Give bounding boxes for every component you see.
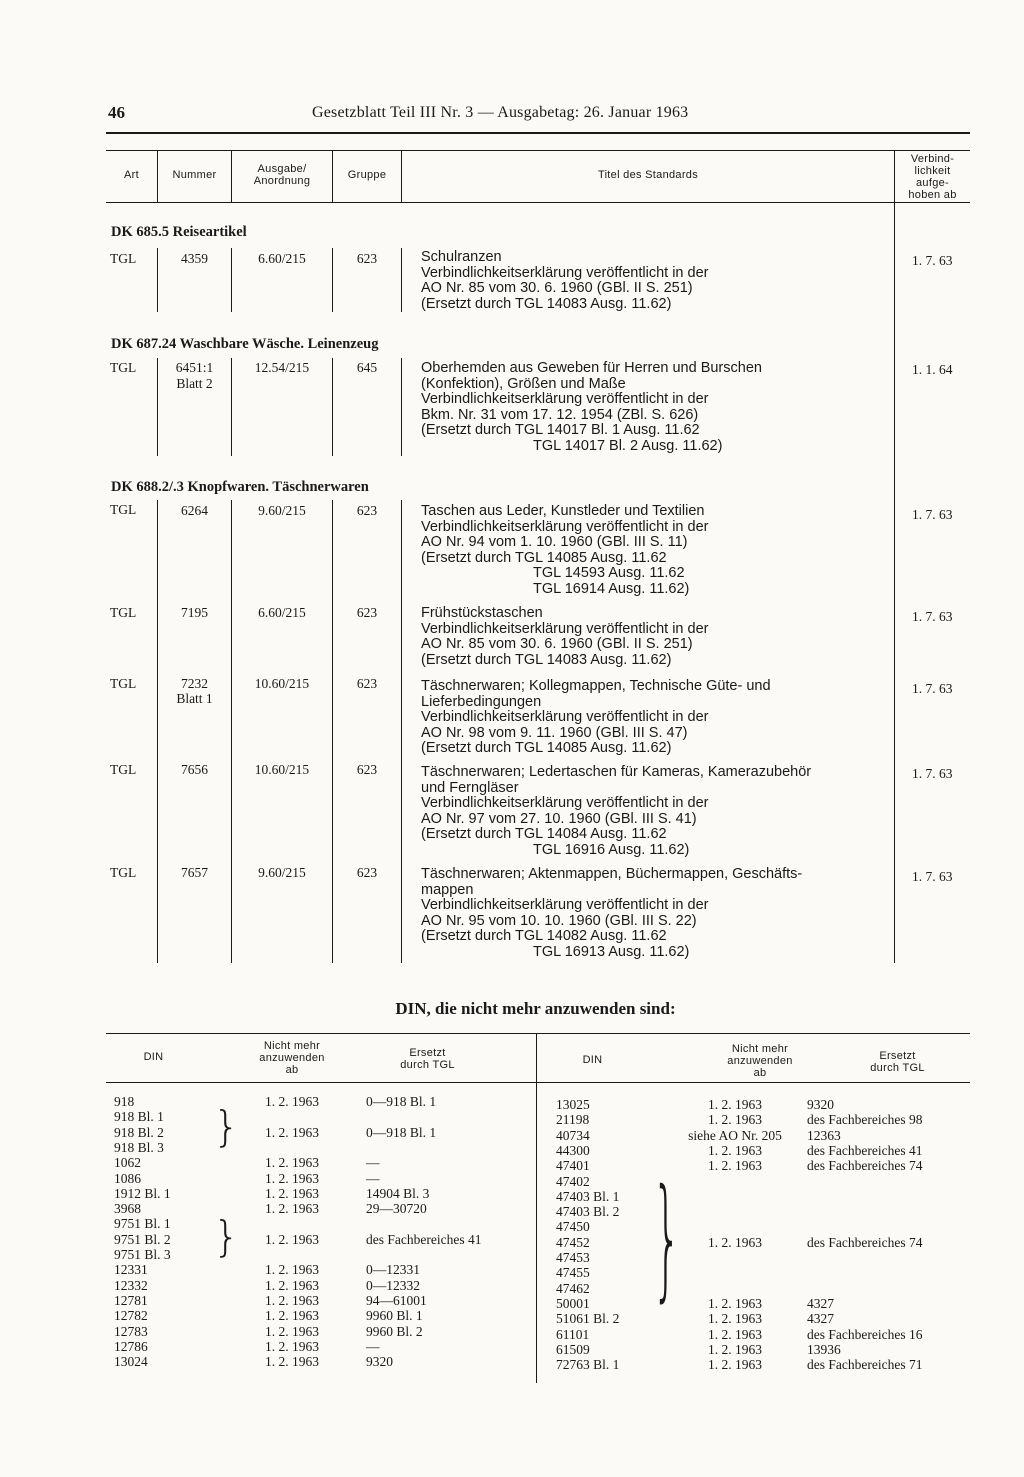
row-divider <box>401 358 402 456</box>
entry-titel-line: (Konfektion), Größen und Maße <box>421 375 626 392</box>
entry-titel-line: Täschnerwaren; Kollegmappen, Technische Güte- und <box>421 678 771 694</box>
din-replacement: 9960 Bl. 1 <box>366 1308 423 1324</box>
din-number: 9751 Bl. 2 <box>114 1231 171 1247</box>
din-ab-date: 1. 2. 1963 <box>708 1158 762 1174</box>
din-ab-date: 1. 2. 1963 <box>708 1341 762 1357</box>
din-replacement: 13936 <box>807 1341 841 1357</box>
entry-art: TGL <box>110 360 137 375</box>
running-title: Gesetzblatt Teil III Nr. 3 — Ausgabetag: 26. Januar 1963 <box>312 104 689 121</box>
entry-ausgabe: 6.60/215 <box>258 251 306 266</box>
din-number: 918 Bl. 1 <box>114 1109 164 1125</box>
din-number: 13025 <box>556 1097 590 1112</box>
entry-ausgabe: 6.60/215 <box>258 605 306 620</box>
row-divider <box>332 500 333 963</box>
din-number: 40734 <box>556 1127 590 1143</box>
din-table-head-rule <box>106 1082 970 1083</box>
din-number: 47462 <box>556 1280 590 1296</box>
section-heading: DK 687.24 Waschbare Wäsche. Leinenzeug <box>111 336 379 352</box>
entry-titel-line: (Ersetzt durch TGL 14085 Ausg. 11.62 <box>421 549 667 566</box>
din-ab-date: 1. 2. 1963 <box>265 1155 319 1171</box>
entry-gruppe: 623 <box>356 676 378 691</box>
col-header-gruppe: Gruppe <box>347 169 387 181</box>
row-divider <box>231 500 232 963</box>
din-number: 21198 <box>556 1112 590 1128</box>
din-replacement: 9320 <box>807 1097 834 1112</box>
entry-nummer: 7656 <box>181 762 208 777</box>
din-center-divider <box>536 1033 537 1383</box>
din-number: 47403 Bl. 1 <box>556 1188 620 1204</box>
din-replacement: 0—12331 <box>366 1262 420 1278</box>
entry-titel-line: Schulranzen <box>421 249 502 265</box>
din-col-header-nicht <box>710 1043 810 1079</box>
entry-titel-line: mappen <box>421 881 474 898</box>
entry-titel-line: TGL 16914 Ausg. 11.62) <box>533 580 690 597</box>
din-ab-date: 1. 2. 1963 <box>265 1262 319 1278</box>
entry-titel <box>421 867 802 960</box>
grouping-brace: } <box>652 1161 682 1315</box>
din-number: 1086 <box>114 1170 141 1186</box>
din-replacement: des Fachbereiches 98 <box>807 1112 923 1128</box>
entry-titel <box>421 250 708 312</box>
din-number: 918 <box>114 1094 135 1109</box>
din-number: 61101 <box>556 1326 590 1342</box>
din-col-header-nicht-line: ab <box>753 1067 767 1079</box>
page-number: 46 <box>108 103 125 122</box>
entry-datum: 1. 7. 63 <box>912 253 953 268</box>
din-number: 9751 Bl. 3 <box>114 1247 171 1262</box>
entry-titel-line: (Ersetzt durch TGL 14083 Ausg. 11.62) <box>421 295 672 312</box>
grouping-brace: } <box>213 1212 240 1261</box>
entry-titel-line: TGL 14017 Bl. 2 Ausg. 11.62) <box>533 437 723 454</box>
entry-titel-line: AO Nr. 98 vom 9. 11. 1960 (GBl. III S. 47) <box>421 724 688 741</box>
din-ab-date: 1. 2. 1963 <box>265 1292 319 1308</box>
entry-titel-line: (Ersetzt durch TGL 14084 Ausg. 11.62 <box>421 826 667 842</box>
entry-titel-line: Frühstückstaschen <box>421 605 543 621</box>
entry-gruppe: 623 <box>356 605 378 620</box>
entry-datum: 1. 7. 63 <box>912 766 953 781</box>
din-replacement: — <box>366 1155 380 1171</box>
din-number: 12331 <box>114 1262 148 1278</box>
din-replacement: 0—918 Bl. 1 <box>366 1124 437 1140</box>
entry-art: TGL <box>110 605 137 620</box>
col-header-titel: Titel des Standards <box>597 169 699 181</box>
entry-datum: 1. 7. 63 <box>912 609 953 624</box>
din-ab-date: 1. 2. 1963 <box>708 1142 762 1158</box>
row-divider <box>401 248 402 312</box>
din-replacement: des Fachbereiches 41 <box>366 1231 482 1247</box>
din-col-header-ersetzt-line: durch TGL <box>400 1059 455 1071</box>
col-header-art: Art <box>124 169 139 181</box>
entry-titel-line: Verbindlichkeitserklärung veröffentlicht in der <box>421 264 709 281</box>
entry-nummer-line: 7232 <box>181 676 208 691</box>
entry-titel-line: Verbindlichkeitserklärung veröffentlicht in der <box>421 795 709 811</box>
entry-titel <box>421 679 771 757</box>
entry-titel <box>421 765 811 858</box>
entry-ausgabe: 10.60/215 <box>254 762 310 777</box>
col-header-ausgabe-line: Anordnung <box>253 175 311 187</box>
entry-datum: 1. 7. 63 <box>912 681 953 696</box>
din-number: 12786 <box>114 1338 148 1354</box>
entry-titel-line: Verbindlichkeitserklärung veröffentlicht in der <box>421 897 709 913</box>
entry-gruppe: 623 <box>356 865 378 880</box>
din-number: 12783 <box>114 1323 148 1339</box>
entry-titel <box>421 504 708 597</box>
entry-titel-line: TGL 16916 Ausg. 11.62) <box>533 841 690 858</box>
din-ab-date: 1. 2. 1963 <box>265 1323 319 1339</box>
row-divider <box>157 500 158 963</box>
din-replacement: 94—61001 <box>366 1292 427 1308</box>
entry-titel-line: TGL 16913 Ausg. 11.62) <box>533 943 690 960</box>
din-replacement: — <box>366 1170 380 1186</box>
din-ab-date: 1. 2. 1963 <box>708 1097 762 1112</box>
entry-titel-line: (Ersetzt durch TGL 14017 Bl. 1 Ausg. 11.62 <box>421 422 700 438</box>
din-replacement: des Fachbereiches 16 <box>807 1326 923 1342</box>
entry-titel-line: (Ersetzt durch TGL 14082 Ausg. 11.62 <box>421 928 667 944</box>
din-replacement: 29—30720 <box>366 1201 427 1217</box>
entry-titel-line: Verbindlichkeitserklärung veröffentlicht in der <box>421 391 709 407</box>
entry-ausgabe: 10.60/215 <box>254 676 310 691</box>
entry-titel-line: Verbindlichkeitserklärung veröffentlicht in der <box>421 620 709 637</box>
din-replacement: 4327 <box>807 1295 834 1311</box>
din-replacement: 4327 <box>807 1311 834 1327</box>
entry-nummer-line: Blatt 1 <box>176 691 213 706</box>
din-number: 3968 <box>114 1201 141 1217</box>
din-number: 47401 <box>556 1158 590 1174</box>
entry-titel-line: und Ferngläser <box>421 779 519 796</box>
din-col-header-ersetzt <box>850 1050 945 1074</box>
entry-gruppe: 623 <box>356 503 378 518</box>
entry-titel-line: Lieferbedingungen <box>421 693 542 710</box>
din-number: 50001 <box>556 1295 590 1311</box>
entry-titel-line: Verbindlichkeitserklärung veröffentlicht in der <box>421 709 709 725</box>
entry-datum: 1. 1. 64 <box>912 362 953 377</box>
entry-titel-line: TGL 14593 Ausg. 11.62 <box>533 565 685 581</box>
din-col-header-din: DIN <box>582 1054 603 1066</box>
din-ab-date: 1. 2. 1963 <box>708 1234 762 1250</box>
din-ab-date: 1. 2. 1963 <box>265 1231 319 1247</box>
col-header-ausgabe <box>232 163 332 187</box>
din-number: 918 Bl. 2 <box>114 1124 164 1140</box>
din-ab-date: siehe AO Nr. 205 <box>688 1127 782 1143</box>
din-number: 47402 <box>556 1173 590 1189</box>
col-header-verbindlich-line: lichkeit <box>914 165 951 177</box>
entry-art: TGL <box>110 502 137 517</box>
din-number: 9751 Bl. 1 <box>114 1216 171 1232</box>
entry-nummer: 7657 <box>181 865 208 880</box>
din-table-top-rule <box>106 1033 970 1034</box>
entry-titel <box>421 361 762 454</box>
din-number: 51061 Bl. 2 <box>556 1311 620 1327</box>
din-number: 47455 <box>556 1265 590 1281</box>
din-col-header-ersetzt-line: Ersetzt <box>409 1047 446 1059</box>
din-replacement: des Fachbereiches 71 <box>807 1357 923 1373</box>
entry-nummer: 7195 <box>181 605 208 620</box>
din-col-header-nicht <box>242 1040 342 1076</box>
entry-datum: 1. 7. 63 <box>912 869 953 884</box>
entry-nummer: 4359 <box>181 251 208 266</box>
din-ab-date: 1. 2. 1963 <box>265 1201 319 1217</box>
din-ab-date: 1. 2. 1963 <box>708 1112 762 1128</box>
entry-nummer: 6264 <box>181 503 208 518</box>
din-ab-date: 1. 2. 1963 <box>708 1295 762 1311</box>
entry-nummer <box>158 360 231 392</box>
din-ab-date: 1. 2. 1963 <box>265 1277 319 1293</box>
entry-titel-line: AO Nr. 95 vom 10. 10. 1960 (GBl. III S. 22) <box>421 912 697 929</box>
din-replacement: 0—918 Bl. 1 <box>366 1094 437 1109</box>
entry-titel <box>421 606 708 668</box>
din-replacement: des Fachbereiches 41 <box>807 1142 923 1158</box>
din-col-header-ersetzt-line: durch TGL <box>870 1062 925 1074</box>
entry-datum: 1. 7. 63 <box>912 507 953 522</box>
din-col-header-ersetzt <box>380 1047 475 1071</box>
din-ab-date: 1. 2. 1963 <box>265 1308 319 1324</box>
section-heading: DK 688.2/.3 Knopfwaren. Täschnerwaren <box>111 479 369 495</box>
entry-titel-line: (Ersetzt durch TGL 14085 Ausg. 11.62) <box>421 740 672 756</box>
din-replacement: 14904 Bl. 3 <box>366 1185 430 1201</box>
din-col-header-ersetzt-line: Ersetzt <box>879 1050 916 1062</box>
entry-titel-line: Verbindlichkeitserklärung veröffentlicht in der <box>421 518 709 535</box>
entry-titel-line: Täschnerwaren; Ledertaschen für Kameras, Kamerazubehör <box>421 764 812 780</box>
entry-ausgabe: 12.54/215 <box>254 360 310 375</box>
table-top-rule <box>106 150 970 151</box>
col-header-verbindlich-line: Verbind- <box>910 153 955 165</box>
din-ab-date: 1. 2. 1963 <box>265 1124 319 1140</box>
din-replacement: — <box>366 1338 380 1354</box>
din-ab-date: 1. 2. 1963 <box>265 1354 319 1370</box>
entry-titel-line: Täschnerwaren; Aktenmappen, Büchermappen, Geschäfts- <box>421 866 803 882</box>
table-head-rule <box>106 202 970 203</box>
din-replacement: des Fachbereiches 74 <box>807 1158 923 1174</box>
entry-titel-line: AO Nr. 85 vom 30. 6. 1960 (GBl. II S. 251) <box>421 280 693 296</box>
din-number: 12332 <box>114 1277 148 1293</box>
din-number: 44300 <box>556 1142 590 1158</box>
din-ab-date: 1. 2. 1963 <box>708 1357 762 1373</box>
din-col-header-nicht-line: ab <box>285 1064 299 1076</box>
entry-art: TGL <box>110 251 137 266</box>
din-ab-date: 1. 2. 1963 <box>265 1338 319 1354</box>
entry-art: TGL <box>110 762 137 777</box>
col-header-verbindlich-line: hoben ab <box>908 189 957 201</box>
entry-art: TGL <box>110 865 137 880</box>
entry-titel-line: AO Nr. 85 vom 30. 6. 1960 (GBl. II S. 251) <box>421 636 693 652</box>
col-header-nummer: Nummer <box>172 169 217 181</box>
din-col-header-nicht-line: anzuwenden <box>259 1052 325 1064</box>
row-divider <box>401 500 402 963</box>
entry-nummer <box>158 676 231 706</box>
din-number: 47450 <box>556 1219 590 1235</box>
entry-titel-line: Taschen aus Leder, Kunstleder und Textilien <box>421 503 705 519</box>
din-ab-date: 1. 2. 1963 <box>265 1094 319 1109</box>
din-replacement: 0—12332 <box>366 1277 420 1293</box>
section-heading: DK 685.5 Reiseartikel <box>111 224 247 240</box>
din-ab-date: 1. 2. 1963 <box>708 1311 762 1327</box>
entry-gruppe: 623 <box>356 251 378 266</box>
grouping-brace: } <box>213 1102 240 1151</box>
header-rule <box>106 132 970 134</box>
col-header-ausgabe-line: Ausgabe/ <box>257 163 307 175</box>
din-number: 47453 <box>556 1250 590 1265</box>
entry-titel-line: Oberhemden aus Geweben für Herren und Burschen <box>421 360 762 376</box>
entry-nummer-line: 6451:1 <box>175 360 214 375</box>
entry-titel-line: AO Nr. 97 vom 27. 10. 1960 (GBl. III S. 41) <box>421 810 697 827</box>
din-ab-date: 1. 2. 1963 <box>265 1185 319 1201</box>
entry-gruppe: 645 <box>356 360 378 375</box>
din-number: 1912 Bl. 1 <box>114 1185 171 1201</box>
din-number: 13024 <box>114 1354 148 1370</box>
entry-nummer-line: Blatt 2 <box>176 376 213 391</box>
col-header-verbindlich <box>895 153 970 201</box>
din-number: 918 Bl. 3 <box>114 1139 164 1155</box>
din-number: 47403 Bl. 2 <box>556 1204 620 1220</box>
col-header-verbindlich-line: aufge- <box>916 177 949 189</box>
entry-titel-line: AO Nr. 94 vom 1. 10. 1960 (GBl. III S. 11) <box>421 534 688 550</box>
entry-titel-line: (Ersetzt durch TGL 14083 Ausg. 11.62) <box>421 651 672 668</box>
din-heading: DIN, die nicht mehr anzuwenden sind: <box>395 999 676 1018</box>
entry-ausgabe: 9.60/215 <box>258 865 306 880</box>
din-number: 72763 Bl. 1 <box>556 1357 620 1373</box>
entry-ausgabe: 9.60/215 <box>258 503 306 518</box>
din-col-header-nicht-line: anzuwenden <box>727 1055 793 1067</box>
din-number: 47452 <box>556 1234 590 1250</box>
din-number: 12781 <box>114 1292 148 1308</box>
entry-art: TGL <box>110 676 137 691</box>
entry-titel-line: Bkm. Nr. 31 vom 17. 12. 1954 (ZBl. S. 626) <box>421 406 699 423</box>
din-replacement: 9960 Bl. 2 <box>366 1323 423 1339</box>
din-number: 61509 <box>556 1341 590 1357</box>
din-replacement: 12363 <box>807 1127 841 1143</box>
din-col-header-nicht-line: Nicht mehr <box>263 1040 321 1052</box>
entry-gruppe: 623 <box>356 762 378 777</box>
verbindlich-column-rule <box>894 203 895 963</box>
din-col-header-nicht-line: Nicht mehr <box>731 1043 789 1055</box>
din-col-header-din: DIN <box>143 1051 164 1063</box>
din-number: 1062 <box>114 1155 141 1171</box>
din-ab-date: 1. 2. 1963 <box>708 1326 762 1342</box>
din-replacement: des Fachbereiches 74 <box>807 1234 923 1250</box>
din-ab-date: 1. 2. 1963 <box>265 1170 319 1186</box>
din-number: 12782 <box>114 1308 148 1324</box>
din-replacement: 9320 <box>366 1354 393 1370</box>
